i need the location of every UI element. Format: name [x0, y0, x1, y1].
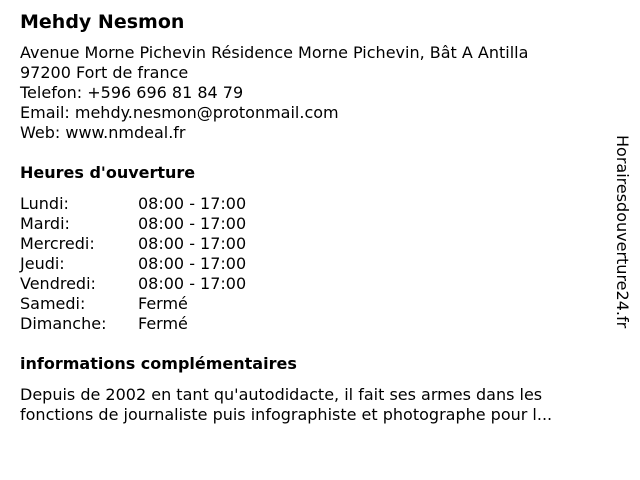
day-hours: Fermé	[138, 294, 188, 313]
day-label: Mardi:	[20, 214, 70, 233]
business-name: Mehdy Nesmon	[20, 11, 185, 33]
description-line: fonctions de journaliste puis infographiste et photographe pour l...	[20, 405, 553, 424]
phone-line: Telefon: +596 696 81 84 79	[20, 83, 244, 102]
day-label: Vendredi:	[20, 274, 96, 293]
city-line: 97200 Fort de france	[20, 63, 189, 82]
day-hours: 08:00 - 17:00	[138, 274, 247, 293]
site-watermark: Horairesdouverture24.fr	[613, 135, 632, 329]
address-line: Avenue Morne Pichevin Résidence Morne Pichevin, Bât A Antilla	[20, 43, 529, 62]
day-hours: 08:00 - 17:00	[138, 234, 247, 253]
day-label: Lundi:	[20, 194, 69, 213]
day-hours: 08:00 - 17:00	[138, 194, 247, 213]
additional-info-heading: informations complémentaires	[20, 354, 297, 373]
email-line: Email: mehdy.nesmon@protonmail.com	[20, 103, 339, 122]
opening-hours-heading: Heures d'ouverture	[20, 163, 196, 182]
day-hours: 08:00 - 17:00	[138, 214, 247, 233]
web-line: Web: www.nmdeal.fr	[20, 123, 186, 142]
day-label: Jeudi:	[20, 254, 65, 273]
day-label: Dimanche:	[20, 314, 107, 333]
day-hours: Fermé	[138, 314, 188, 333]
day-hours: 08:00 - 17:00	[138, 254, 247, 273]
description-line: Depuis de 2002 en tant qu'autodidacte, il fait ses armes dans les	[20, 385, 543, 404]
day-label: Mercredi:	[20, 234, 95, 253]
day-label: Samedi:	[20, 294, 86, 313]
